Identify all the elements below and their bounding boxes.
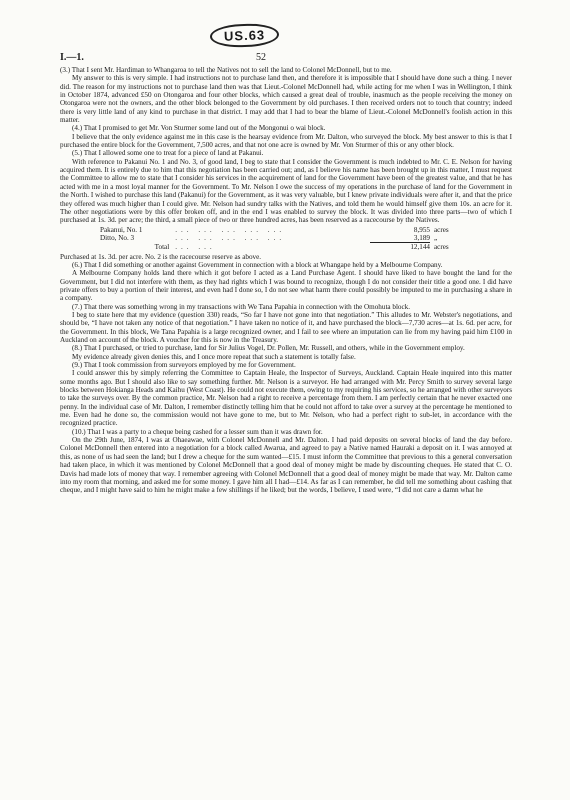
table-label: Ditto, No. 3 (100, 234, 135, 243)
paragraph: I believe that the only evidence against me in this case is the hearsay evidence from Mr. Dalton, who surveyed the block. My best answer to this is that I purchased the entire block for the Government, 7,500 acres, and that not one acre is owned by Mr. Von Sturmer of this or any other block. (60, 132, 512, 150)
leader-dots: ... ... ... ... ... (175, 234, 286, 243)
paragraph: On the 29th June, 1874, I was at Ohaeawae, with Colonel McDonnell and Mr. Dalton. I had paid deposits on several blocks of land the day before. Colonel McDonnell then entered into a negotiation for a block called Awarua, and agreed to pay a Native named Hauraki a deposit on it. I was annoyed at this, as none of us had seen the land; but I drew a cheque for the sum wanted—£15. I must inform the Committee that previous to this a general conversation had taken place, in which it was mentioned by Colonel McDonnell that a good deal of money might be made by discounting cheques. He stated that C. O. Davis had made lots of money that way. I remember agreeing with Colonel McDonnell that a good deal of money might be made that way. Mr. Dalton came into my room that morning, and asked me for some money. I gave him all I had—£14. As far as I can remember, he did tell me something about cashing that cheque, and I might have said to him he might make a few shillings if he liked; but the words, I believe, I used were, “I did not care a damn what he (60, 436, 512, 495)
paragraph: With reference to Pakanui No. 1 and No. 3, of good land, I beg to state that I consider the Government is much indebted to Mr. C. E. Nelson for having acquired them. It is entirely due to him that this negotiation has been carried out; and, as I believe his name has been brought up in this matter, I must request the Committee to allow me to state that I consider his services in the acquirement of land for the Government have been of the greatest value, and that he has acted with me in a most loyal manner for the Government. To Mr. Nelson I owe the success of my operations in the purchase of land for the Government in the North. I wished to purchase this land (Pakanui) for the Government, as it was very valuable, but I knew private individuals were after it, and that the price they offered was much higher than I could give. Mr. Nelson had sundry talks with the Natives, and told them he would himself give them 10s. an acre for it. The other negotiations were by this offer broken off, and in the end I was enabled to survey the block. It was divided into three parts—two of which I purchased at 1s. 3d. per acre; the third, a small piece of two or three hundred acres, has been reserved as a racecourse by the Natives. (60, 157, 512, 225)
paragraph: I beg to state here that my evidence (question 330) reads, “So far I have not gone into that negotiation.” This alludes to Mr. Webster's negotiations, and should be, “I have not taken any notice of that negotiation.” I have taken no notice of it, and have purchased the block—7,730 acres—at 1s. 6d. per acre, for the Government. In this block, We Tana Papahia is a large recognized owner, and I fail to see where an imputation can lie from my having paid him £100 in Auckland on account of the block. A voucher for this is now in the Treasury. (60, 310, 512, 344)
table-value: 3,189 (413, 233, 430, 242)
leader-dots: ... ... ... ... ... (175, 225, 286, 234)
table-value: 8,955 (413, 225, 430, 234)
paragraph: (3.) That I sent Mr. Hardiman to Whangaroa to tell the Natives not to sell the land to Colonel McDonnell, but to me. (60, 66, 392, 74)
table-unit: „ (434, 234, 438, 243)
paragraph: (9.) That I took commission from surveyors employed by me for Government. (72, 361, 296, 370)
table-row (100, 226, 470, 234)
paragraph: (8.) That I purchased, or tried to purchase, land for Sir Julius Vogel, Dr. Pollen, Mr. Russell, and others, while in the Government employ. (72, 344, 465, 353)
paragraph: My evidence already given denies this, and I once more repeat that such a statement is totally false. (72, 352, 356, 361)
paragraph: A Melbourne Company holds land there which it got before I acted as a Land Purchase Agent. I should have liked to have bought the land for the Government, but I did not interfere with them, as they had rights which I was bound to recognize, though I do not consider their title a good one. I did have private offers to buy a portion of their interest, and even had I done so, I do not see what harm there could possibly be imputed to me in purchasing a share in a company. (60, 269, 512, 303)
paragraph: (4.) That I promised to get Mr. Von Sturmer some land out of the Mongonui o wai block. (72, 124, 326, 133)
archive-stamp: US.63 (210, 23, 280, 48)
page-signature: I.—1. (60, 52, 84, 63)
paragraph: (5.) That I allowed some one to treat for a piece of land at Pakanui. (72, 149, 264, 158)
paragraph: Purchased at 1s. 3d. per acre. No. 2 is the racecourse reserve as above. (60, 252, 262, 261)
table-label: Pakanui, No. 1 (100, 225, 143, 234)
paragraph: (7.) That there was something wrong in my transactions with We Tana Papahia in connection with the Omohuta block. (72, 302, 411, 311)
paragraph: My answer to this is very simple. I had instructions not to purchase land then, and therefore it is impossible that I should have done such a thing. I never did. The reason for my instructions not to purchase land then was that Lieut.-Colonel McDonnell had, while acting for me when I was in Wellington, I think in October 1874, advanced £50 on Otongaroa and four other blocks, which caused a great deal of trouble, inasmuch as the people receiving the money on Otongaroa were not the owners, and the other block belonged to the Government by old purchases. I then received orders not to touch that country; indeed there is very little land of any kind to purchase in that district. I may add that I had to bear the blame of Lieut.-Colonel McDonnell's foolish action in this matter. (60, 74, 512, 125)
table-row (100, 234, 470, 243)
page-number: 52 (256, 52, 266, 63)
leader-dots: ... ... (175, 242, 216, 251)
table-total-row (100, 243, 470, 252)
table-unit: acres (434, 242, 449, 251)
document-body (60, 66, 512, 495)
table-total-value: 12,144 (370, 243, 430, 252)
paragraph: (10.) That I was a party to a cheque being cashed for a lesser sum than it was drawn for. (72, 427, 323, 436)
table-total-label: Total (154, 242, 170, 251)
acreage-table (100, 226, 470, 252)
paragraph: (6.) That I did something or another against Government in connection with a block at Whangape held by a Melbourne Company. (72, 260, 443, 269)
table-unit: acres (434, 225, 449, 234)
paragraph: I could answer this by simply referring the Committee to Captain Heale, the Inspector of Surveys, Auckland. Captain Heale inquired into this matter some months ago. But I should also like to say something further. Mr. Nelson is a surveyor. He had arranged with Mr. Percy Smith to survey several large blocks between Hokianga Heads and Kaihu (West Coast). He could not execute them, owing to my requiring his services, so he arranged with other surveyors to take the surveys over. By the common practice, Mr. Nelson had a right to receive a percentage from them. I am perfectly certain that he never exacted one penny. In the individual case of Mr. Dalton, I remember distinctly telling him that he could not afford to take over a survey at the percentage he mentioned to me. Even had he done so, the commission would not have gone to me, but to Mr. Nelson, who had a perfect right to sub-let, in accordance with the recognized practice. (60, 369, 512, 428)
